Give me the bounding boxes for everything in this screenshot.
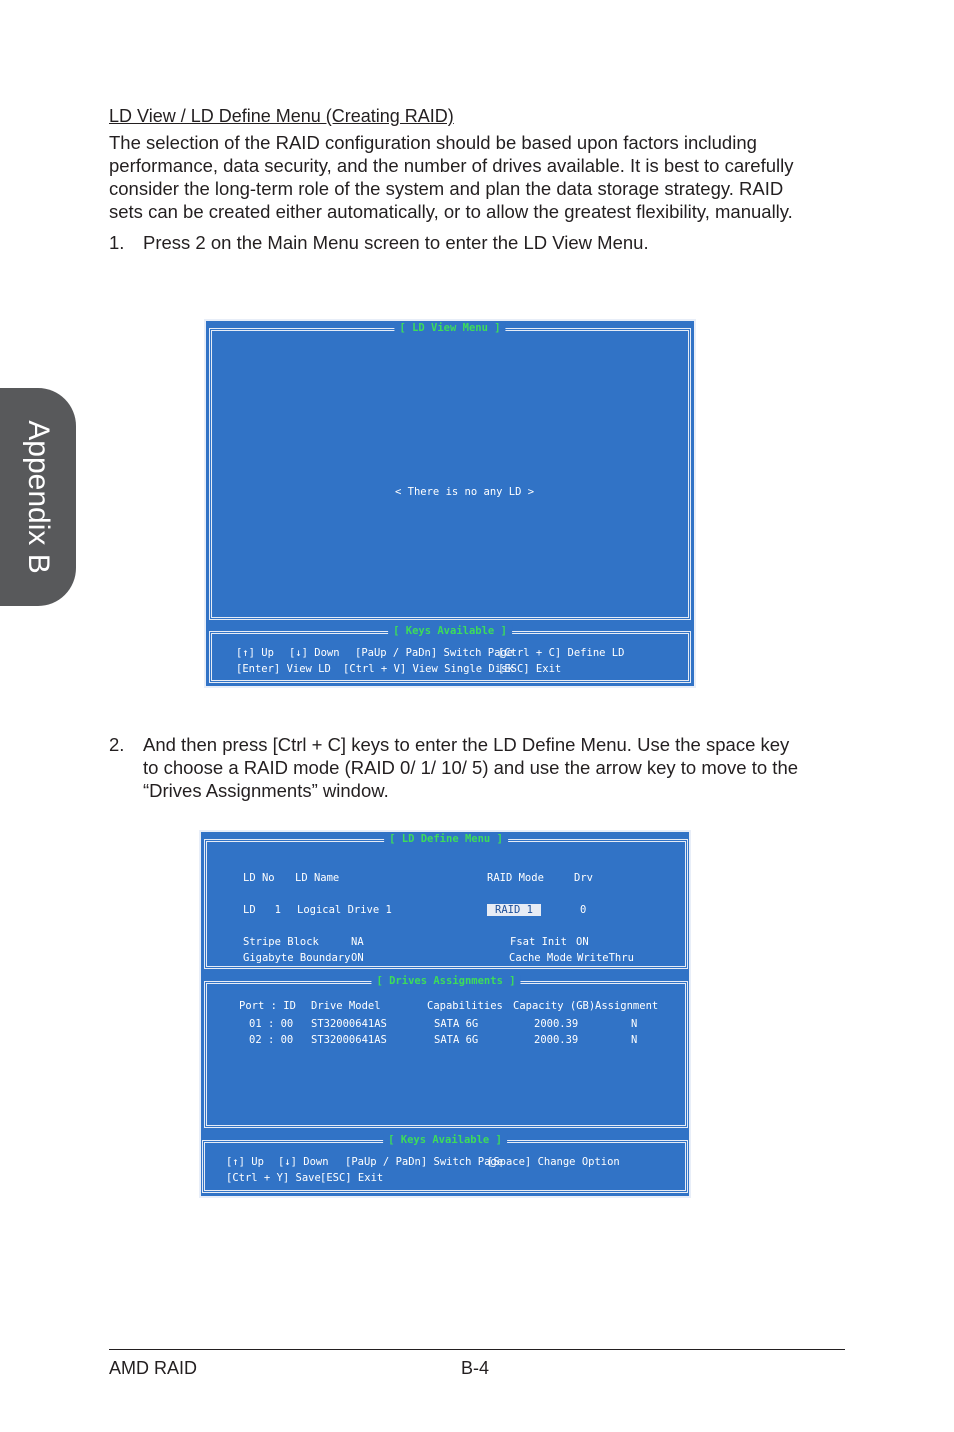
stripe-block-label: Stripe Block xyxy=(243,936,319,948)
fast-init-value[interactable]: ON xyxy=(576,936,589,948)
row2-drive-model: ST32000641AS xyxy=(311,1034,387,1046)
footer-rule xyxy=(109,1349,845,1350)
row1-capacity: 2000.39 xyxy=(534,1018,579,1030)
row2-capacity: 2000.39 xyxy=(534,1034,579,1046)
page-number: B-4 xyxy=(461,1358,490,1378)
gigabyte-boundary-value[interactable]: ON xyxy=(351,952,364,964)
intro-paragraph xyxy=(109,131,849,223)
appendix-side-tab xyxy=(0,388,76,606)
key-change-option-hint: [Space] Change Option xyxy=(487,1156,620,1168)
key-view-single-disk-hint: [Ctrl + V] View Single Disk xyxy=(343,663,514,675)
key-down-hint: [↓] Down xyxy=(278,1156,329,1168)
key-switch-page-hint: [PaUp / PaDn] Switch Page xyxy=(345,1156,504,1168)
keys-available-frame xyxy=(202,1134,688,1193)
key-up-hint: [↑] Up xyxy=(236,647,274,659)
appendix-tab-label: Appendix B xyxy=(22,420,55,574)
col-assignment: Assignment xyxy=(595,1000,659,1012)
ld-view-menu-title: [ LD View Menu ] xyxy=(394,322,505,334)
key-exit-hint: [ESC] Exit xyxy=(320,1172,384,1184)
step-text: to choose a RAID mode (RAID 0/ 1/ 10/ 5) and use the arrow key to move to the xyxy=(143,757,799,778)
key-switch-page-hint: [PaUp / PaDn] Switch Page xyxy=(355,647,514,659)
step-text: “Drives Assignments” window. xyxy=(143,780,389,801)
row1-drive-model: ST32000641AS xyxy=(311,1018,387,1030)
keys-available-title: [ Keys Available ] xyxy=(383,1134,507,1146)
drives-assignments-frame xyxy=(204,975,688,1128)
step-text: And then press [Ctrl + C] keys to enter the LD Define Menu. Use the space key xyxy=(143,734,790,755)
key-define-ld-hint: [Ctrl + C] Define LD xyxy=(498,647,625,659)
key-down-hint: [↓] Down xyxy=(289,647,340,659)
ld-no-value: LD 1 xyxy=(243,904,281,916)
row1-capabilities: SATA 6G xyxy=(434,1018,479,1030)
col-port-id: Port : ID xyxy=(239,1000,296,1012)
section-heading: LD View / LD Define Menu (Creating RAID) xyxy=(109,106,454,126)
cache-mode-label: Cache Mode xyxy=(509,952,573,964)
ld-view-frame xyxy=(209,322,691,620)
row2-capabilities: SATA 6G xyxy=(434,1034,479,1046)
key-exit-hint: [ESC] Exit xyxy=(498,663,562,675)
keys-available-title: [ Keys Available ] xyxy=(388,625,512,637)
raid-mode-selector[interactable]: RAID 1 xyxy=(487,904,541,916)
fast-init-label: Fsat Init xyxy=(510,936,567,948)
row2-port-id: 02 : 00 xyxy=(249,1034,294,1046)
ld-define-frame xyxy=(204,833,688,969)
ld-name-label: LD Name xyxy=(295,872,340,884)
key-up-hint: [↑] Up xyxy=(226,1156,264,1168)
col-drive-model: Drive Model xyxy=(311,1000,381,1012)
ld-define-menu-screen xyxy=(199,830,691,1198)
row2-assignment[interactable]: N xyxy=(631,1034,638,1046)
intro-line: sets can be created either automatically, or to allow the greatest flexibility, manually. xyxy=(109,201,793,222)
no-ld-message: < There is no any LD > xyxy=(395,486,535,498)
ld-name-value[interactable]: Logical Drive 1 xyxy=(297,904,392,916)
drv-value: 0 xyxy=(580,904,587,916)
ld-define-menu-title: [ LD Define Menu ] xyxy=(384,833,508,845)
ld-view-menu-screen xyxy=(204,319,696,688)
key-view-ld-hint: [Enter] View LD xyxy=(236,663,331,675)
intro-line: performance, data security, and the number of drives available. It is best to carefully xyxy=(109,155,794,176)
step-text: Press 2 on the Main Menu screen to enter the LD View Menu. xyxy=(143,232,649,253)
key-save-hint: [Ctrl + Y] Save xyxy=(226,1172,321,1184)
row1-assignment[interactable]: N xyxy=(631,1018,638,1030)
raid-mode-label: RAID Mode xyxy=(487,872,544,884)
drives-assignments-title: [ Drives Assignments ] xyxy=(371,975,520,987)
ld-no-label: LD No xyxy=(243,872,275,884)
keys-available-frame xyxy=(209,625,691,683)
cache-mode-value[interactable]: WriteThru xyxy=(577,952,634,964)
footer-section-name: AMD RAID xyxy=(109,1358,198,1378)
gigabyte-boundary-label: Gigabyte Boundary xyxy=(243,952,351,964)
step-number: 1. xyxy=(109,232,125,253)
drv-label: Drv xyxy=(574,872,593,884)
intro-line: consider the long-term role of the system and plan the data storage strategy. RAID xyxy=(109,178,784,199)
col-capabilities: Capabilities xyxy=(427,1000,503,1012)
row1-port-id: 01 : 00 xyxy=(249,1018,294,1030)
stripe-block-value[interactable]: NA xyxy=(351,936,364,948)
step-number: 2. xyxy=(109,734,125,755)
col-capacity: Capacity (GB) xyxy=(513,1000,596,1012)
intro-line: The selection of the RAID configuration should be based upon factors including xyxy=(109,132,757,153)
